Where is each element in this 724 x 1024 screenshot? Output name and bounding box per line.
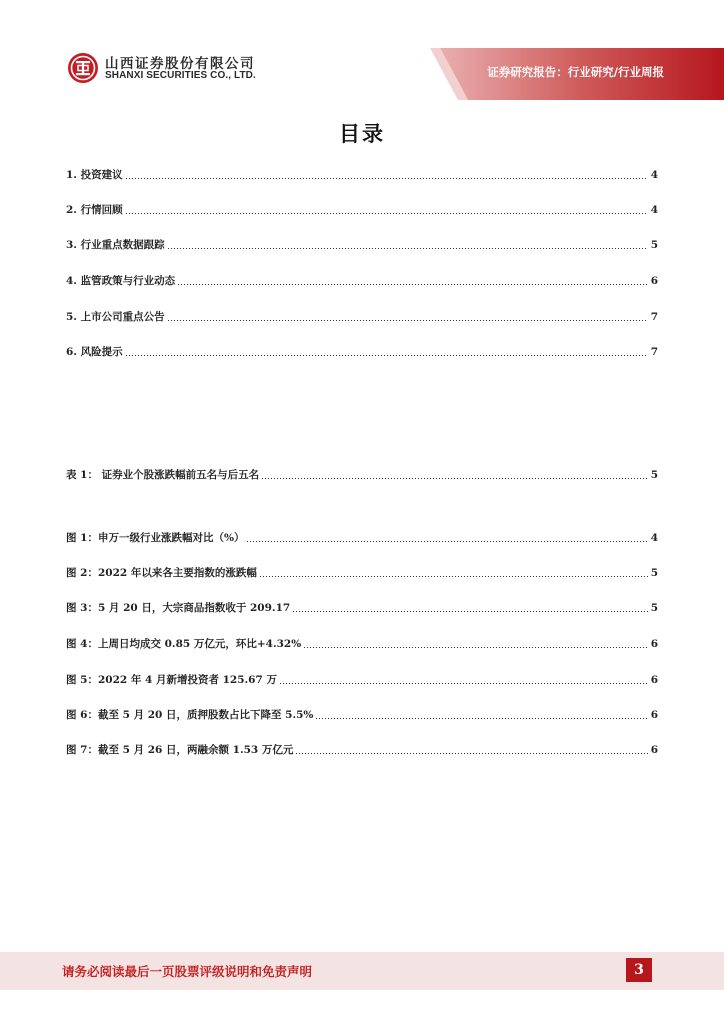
toc-entry-label: 6. 风险提示 [66,346,123,358]
toc-entry-label: 表 1： 证券业个股涨跌幅前五名与后五名 [66,469,260,481]
toc-entry-page: 4 [650,169,658,181]
toc-entry-label: 1. 投资建议 [66,169,123,181]
toc-entry-page: 6 [650,638,658,650]
toc-entry-label: 3. 行业重点数据跟踪 [66,239,165,251]
page-header [0,0,724,100]
toc-entry-label: 4. 监管政策与行业动态 [66,275,176,287]
toc-figure-entry[interactable] [66,599,658,615]
toc-title: 目录 [339,122,385,146]
toc-entry-page: 5 [650,469,658,481]
toc-entry[interactable] [66,166,658,182]
toc-entry-label: 5. 上市公司重点公告 [66,311,165,323]
toc-entry-page: 6 [650,275,658,287]
company-name-cn: 山西证券股份有限公司 [105,56,255,72]
toc-entry-page: 6 [650,709,658,721]
page-number: 3 [626,958,652,982]
company-logo-icon [67,52,99,84]
toc-entry-label: 图 2：2022 年以来各主要指数的涨跌幅 [66,567,257,579]
dot-leader [261,478,648,479]
toc-figure-entry[interactable] [66,564,658,580]
toc-table-entry[interactable] [66,466,658,482]
dot-leader [125,178,648,179]
dot-leader [295,753,647,754]
company-name-en: SHANXI SECURITIES CO., LTD. [105,70,256,81]
toc-entry[interactable] [66,272,658,288]
toc-entry-label: 图 1：申万一级行业涨跌幅对比（%） [66,532,245,544]
dot-leader [303,647,647,648]
toc-figure-entry[interactable] [66,671,658,687]
toc-entry-label: 图 3：5 月 20 日，大宗商品指数收于 209.17 [66,602,291,614]
toc-entry-label: 图 6：截至 5 月 20 日，质押股数占比下降至 5.5% [66,709,314,721]
dot-leader [177,284,648,285]
toc-entry-page: 7 [650,311,658,323]
toc-figure-entry[interactable] [66,741,658,757]
toc-entry-page: 5 [650,602,658,614]
toc-entry-page: 4 [650,204,658,216]
toc-figure-entry[interactable] [66,529,658,545]
dot-leader [125,213,648,214]
toc-entry[interactable] [66,308,658,324]
dot-leader [279,683,648,684]
toc-entry[interactable] [66,236,658,252]
toc-entry-page: 6 [650,674,658,686]
toc-figure-entry[interactable] [66,635,658,651]
toc-entry-label: 图 5：2022 年 4 月新增投资者 125.67 万 [66,674,277,686]
toc-entry[interactable] [66,343,658,359]
header-banner [0,0,724,100]
toc-figure-entry[interactable] [66,706,658,722]
dot-leader [315,718,647,719]
dot-leader [246,541,647,542]
toc-entry-page: 7 [650,346,658,358]
toc-entry[interactable] [66,201,658,217]
report-type-label: 证券研究报告：行业研究/行业周报 [487,65,664,79]
toc-entry-page: 5 [650,567,658,579]
dot-leader [167,248,648,249]
toc-entry-label: 图 7：截至 5 月 26 日，两融余额 1.53 万亿元 [66,744,294,756]
toc-entry-page: 4 [650,532,658,544]
dot-leader [167,320,648,321]
dot-leader [292,611,648,612]
toc-entry-page: 6 [650,744,658,756]
footer-disclaimer[interactable]: 请务必阅读最后一页股票评级说明和免责声明 [62,964,313,979]
toc-entry-label: 图 4：上周日均成交 0.85 万亿元，环比+4.32% [66,638,302,650]
toc-entry-page: 5 [650,239,658,251]
dot-leader [259,576,648,577]
toc-entry-label: 2. 行情回顾 [66,204,123,216]
dot-leader [125,355,648,356]
